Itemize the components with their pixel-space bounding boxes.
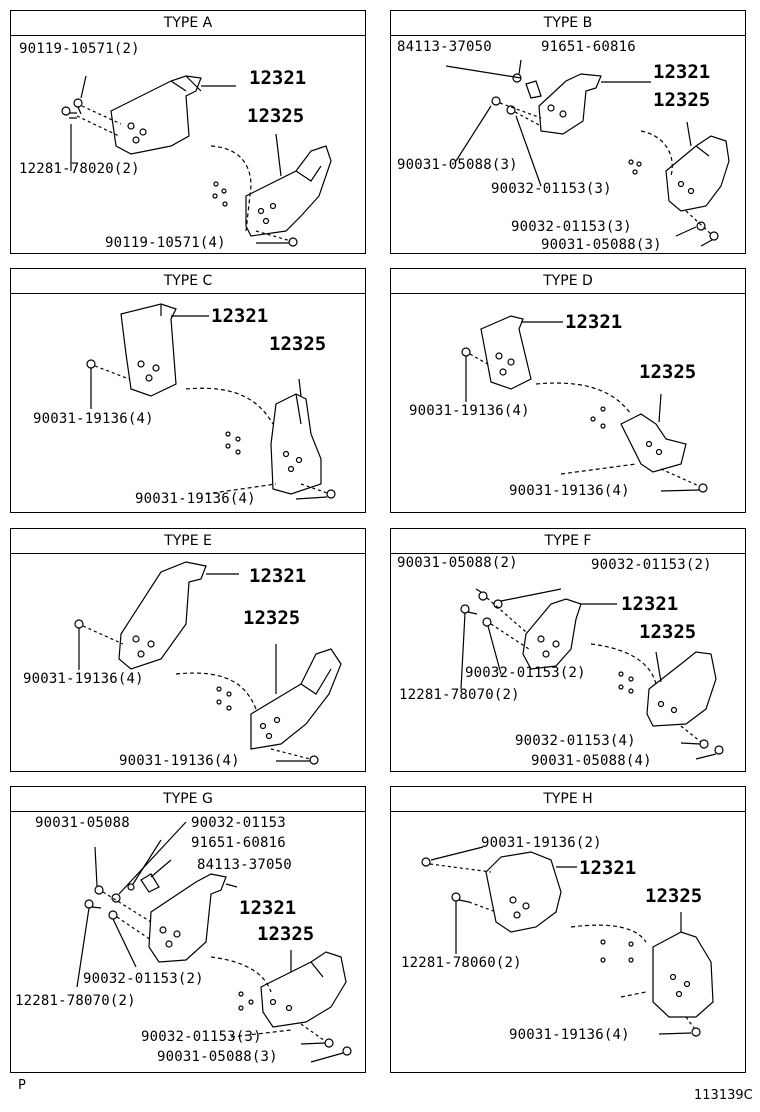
part-label: 12325 bbox=[639, 361, 697, 383]
bolt-icon bbox=[85, 900, 93, 908]
part-label: 90031-19136(4) bbox=[135, 491, 256, 507]
washer-icon bbox=[700, 740, 708, 748]
part-label: 90031-19136(4) bbox=[23, 671, 144, 687]
part-label: 12281-78060(2) bbox=[401, 955, 522, 971]
part-label: 12281-78070(2) bbox=[15, 993, 136, 1009]
part-label: 12325 bbox=[645, 885, 703, 907]
part-label: 12325 bbox=[247, 105, 305, 127]
bracket-12325 bbox=[251, 649, 341, 749]
part-label: 90031-05088 bbox=[35, 815, 130, 831]
part-label: 12321 bbox=[579, 857, 637, 879]
bracket-12321 bbox=[119, 562, 206, 669]
part-label: 12321 bbox=[211, 305, 269, 327]
panel-title: TYPE F bbox=[391, 529, 745, 554]
bracket-12325 bbox=[666, 136, 729, 211]
bracket-12325 bbox=[653, 932, 713, 1017]
part-label: 12325 bbox=[269, 333, 327, 355]
bracket-12321 bbox=[523, 599, 581, 669]
part-label: 90031-05088(3) bbox=[397, 157, 518, 173]
bolt-icon bbox=[461, 605, 469, 613]
part-label: 12325 bbox=[639, 621, 697, 643]
washer-icon bbox=[697, 222, 705, 230]
bolt-icon bbox=[310, 756, 318, 764]
part-label: 12325 bbox=[257, 923, 315, 945]
bolt-icon bbox=[95, 886, 103, 894]
washer-icon bbox=[325, 1039, 333, 1047]
panel-type-h bbox=[390, 786, 746, 1073]
part-label: 90031-05088(2) bbox=[397, 555, 518, 571]
footer-code-left: P bbox=[18, 1078, 26, 1093]
part-label: 90031-19136(4) bbox=[509, 1027, 630, 1043]
part-label: 84113-37050 bbox=[397, 39, 492, 55]
part-label: 90032-01153(3) bbox=[511, 219, 632, 235]
bracket-12325 bbox=[246, 146, 331, 236]
part-label: 90032-01153(2) bbox=[591, 557, 712, 573]
panel-type-g bbox=[10, 786, 366, 1073]
bracket-12321 bbox=[121, 304, 176, 396]
panel-title: TYPE C bbox=[11, 269, 365, 294]
part-label: 90031-05088(3) bbox=[541, 237, 662, 253]
part-label: 91651-60816 bbox=[541, 39, 636, 55]
part-label: 90032-01153(3) bbox=[491, 181, 612, 197]
bracket-12325 bbox=[621, 414, 686, 472]
part-label: 90031-05088(4) bbox=[531, 753, 652, 769]
type-a-illustration bbox=[11, 36, 365, 254]
bolt-icon bbox=[479, 592, 487, 600]
part-label: 12321 bbox=[249, 67, 307, 89]
panel-title: TYPE E bbox=[11, 529, 365, 554]
washer-icon bbox=[507, 106, 515, 114]
bolt-icon bbox=[74, 99, 82, 107]
bracket-12325 bbox=[271, 394, 321, 494]
part-label: 90032-01153(2) bbox=[83, 971, 204, 987]
panel-type-f bbox=[390, 528, 746, 772]
bracket-12321 bbox=[486, 852, 561, 932]
panel-type-d bbox=[390, 268, 746, 513]
panel-title: TYPE H bbox=[391, 787, 745, 812]
footer-code-right: 113139C bbox=[694, 1088, 753, 1103]
bracket-12321 bbox=[111, 76, 201, 154]
panel-type-b bbox=[390, 10, 746, 254]
bracket-12321 bbox=[481, 316, 531, 389]
part-label: 90031-05088(3) bbox=[157, 1049, 278, 1065]
bolt-icon bbox=[422, 858, 430, 866]
part-label: 12321 bbox=[621, 593, 679, 615]
part-label: 90031-19136(2) bbox=[481, 835, 602, 851]
part-label: 90031-19136(4) bbox=[119, 753, 240, 769]
part-label: 12321 bbox=[249, 565, 307, 587]
part-label: 90031-19136(4) bbox=[509, 483, 630, 499]
bolt-icon bbox=[452, 893, 460, 901]
panel-title: TYPE A bbox=[11, 11, 365, 36]
panel-type-a bbox=[10, 10, 366, 254]
part-label: 12281-78020(2) bbox=[19, 161, 140, 177]
part-label: 12325 bbox=[243, 607, 301, 629]
washer-icon bbox=[112, 894, 120, 902]
part-label: 90032-01153(2) bbox=[465, 665, 586, 681]
part-label: 12321 bbox=[239, 897, 297, 919]
part-label: 12321 bbox=[653, 61, 711, 83]
part-label: 90031-19136(4) bbox=[409, 403, 530, 419]
washer-icon bbox=[128, 884, 134, 890]
bracket-12325 bbox=[261, 952, 346, 1027]
panel-title: TYPE G bbox=[11, 787, 365, 812]
part-label: 90032-01153 bbox=[191, 815, 286, 831]
bolt-icon bbox=[289, 238, 297, 246]
bolt-icon bbox=[710, 232, 718, 240]
part-label: 90119-10571(2) bbox=[19, 41, 140, 57]
part-label: 90119-10571(4) bbox=[105, 235, 226, 251]
bolt-icon bbox=[343, 1047, 351, 1055]
bolt-icon bbox=[87, 360, 95, 368]
panel-title: TYPE D bbox=[391, 269, 745, 294]
part-label: 12325 bbox=[653, 89, 711, 111]
part-label: 90032-01153(4) bbox=[515, 733, 636, 749]
bolt-icon bbox=[462, 348, 470, 356]
washer-icon bbox=[483, 618, 491, 626]
bolt-icon bbox=[692, 1028, 700, 1036]
bolt-icon bbox=[492, 97, 500, 105]
part-label: 84113-37050 bbox=[197, 857, 292, 873]
type-e-illustration bbox=[11, 554, 365, 772]
part-label: 91651-60816 bbox=[191, 835, 286, 851]
part-label: 90031-19136(4) bbox=[33, 411, 154, 427]
type-c-illustration bbox=[11, 294, 365, 513]
part-label: 12321 bbox=[565, 311, 623, 333]
bolt-icon bbox=[327, 490, 335, 498]
washer-icon bbox=[109, 911, 117, 919]
part-label: 12281-78070(2) bbox=[399, 687, 520, 703]
bolt-icon bbox=[715, 746, 723, 754]
bolt-icon bbox=[75, 620, 83, 628]
panel-type-e bbox=[10, 528, 366, 772]
bolt-icon bbox=[699, 484, 707, 492]
panel-type-c bbox=[10, 268, 366, 513]
bolt-icon bbox=[62, 107, 70, 115]
panel-title: TYPE B bbox=[391, 11, 745, 36]
bracket-12321 bbox=[539, 74, 601, 134]
part-label: 90032-01153(3) bbox=[141, 1029, 262, 1045]
bracket-12321 bbox=[149, 874, 226, 962]
